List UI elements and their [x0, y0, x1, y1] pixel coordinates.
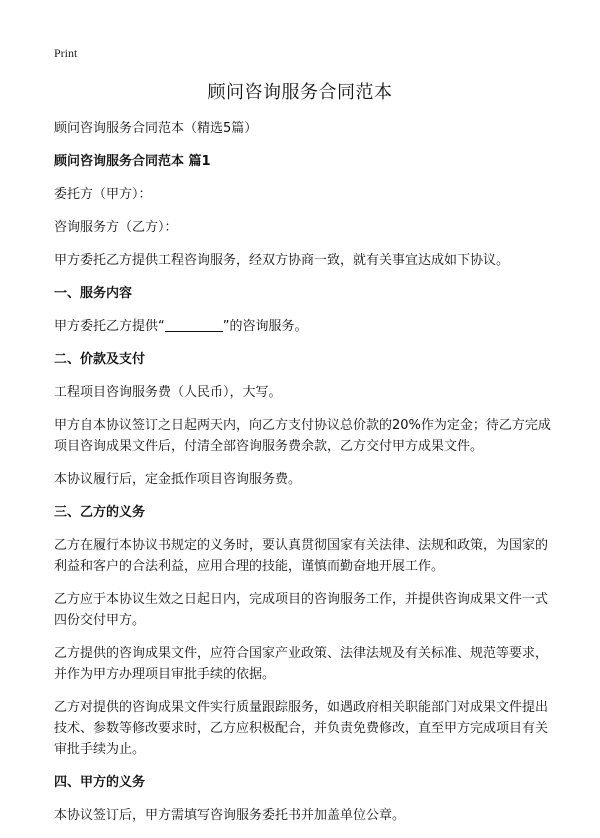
section-2-p1: 工程项目咨询服务费（人民币），大写。 — [54, 385, 282, 400]
section-3-p2: 乙方应于本协议生效之日起日内，完成项目的咨询服务工作，并提供咨询成果文件一式四份交付甲方。 — [54, 592, 549, 628]
section-1-text-after: ”的咨询服务。 — [222, 319, 308, 334]
section-1-heading: 一、服务内容 — [54, 286, 133, 301]
blank-underline — [165, 317, 223, 332]
chapter-heading: 顾问咨询服务合同范本 篇1 — [54, 154, 211, 169]
document-body — [54, 118, 560, 838]
section-2-p2: 甲方自本协议签订之日起两天内，向乙方支付协议总价款的20%作为定金；待乙方完成项目咨询成果文件后，付清全部咨询服务费余款，乙方交付甲方成果文件。 — [54, 418, 551, 454]
party-b-line: 咨询服务方（乙方）： — [54, 220, 178, 235]
section-3-p1: 乙方在履行本协议书规定的义务时，要认真贯彻国家有关法律、法规和政策，为国家的利益和客户的合法利益，应用合理的技能，谨慎而勤奋地开展工作。 — [54, 538, 549, 574]
section-1-text-before: 甲方委托乙方提供“ — [54, 319, 165, 334]
intro-paragraph: 甲方委托乙方提供工程咨询服务，经双方协商一致，就有关事宜达成如下协议。 — [54, 253, 510, 268]
document-title: 顾问咨询服务合同范本 — [207, 82, 393, 103]
section-3-p3: 乙方提供的咨询成果文件，应符合国家产业政策、法律法规及有关标准、规范等要求，并作为甲方办理项目审批手续的依据。 — [54, 646, 549, 682]
section-4-heading: 四、甲方的义务 — [54, 775, 146, 790]
section-3-heading: 三、乙方的义务 — [54, 505, 146, 520]
section-2-p3: 本协议履行后，定金抵作项目咨询服务费。 — [54, 472, 302, 487]
section-2-heading: 二、价款及支付 — [54, 352, 146, 367]
subtitle: 顾问咨询服务合同范本（精选5篇） — [54, 121, 258, 136]
section-1-text — [54, 316, 560, 337]
party-a-line: 委托方（甲方）： — [54, 187, 152, 202]
section-3-p4: 乙方对提供的咨询成果文件实行质量跟踪服务，如遇政府相关职能部门对成果文件提出技术、参数等修改要求时，乙方应积极配合，并负责免费修改，直至甲方完成项目有关审批手续为止。 — [54, 700, 549, 757]
print-link[interactable]: Print — [54, 46, 78, 60]
section-4-p1: 本协议签订后，甲方需填写咨询服务委托书并加盖单位公章。 — [54, 808, 406, 823]
